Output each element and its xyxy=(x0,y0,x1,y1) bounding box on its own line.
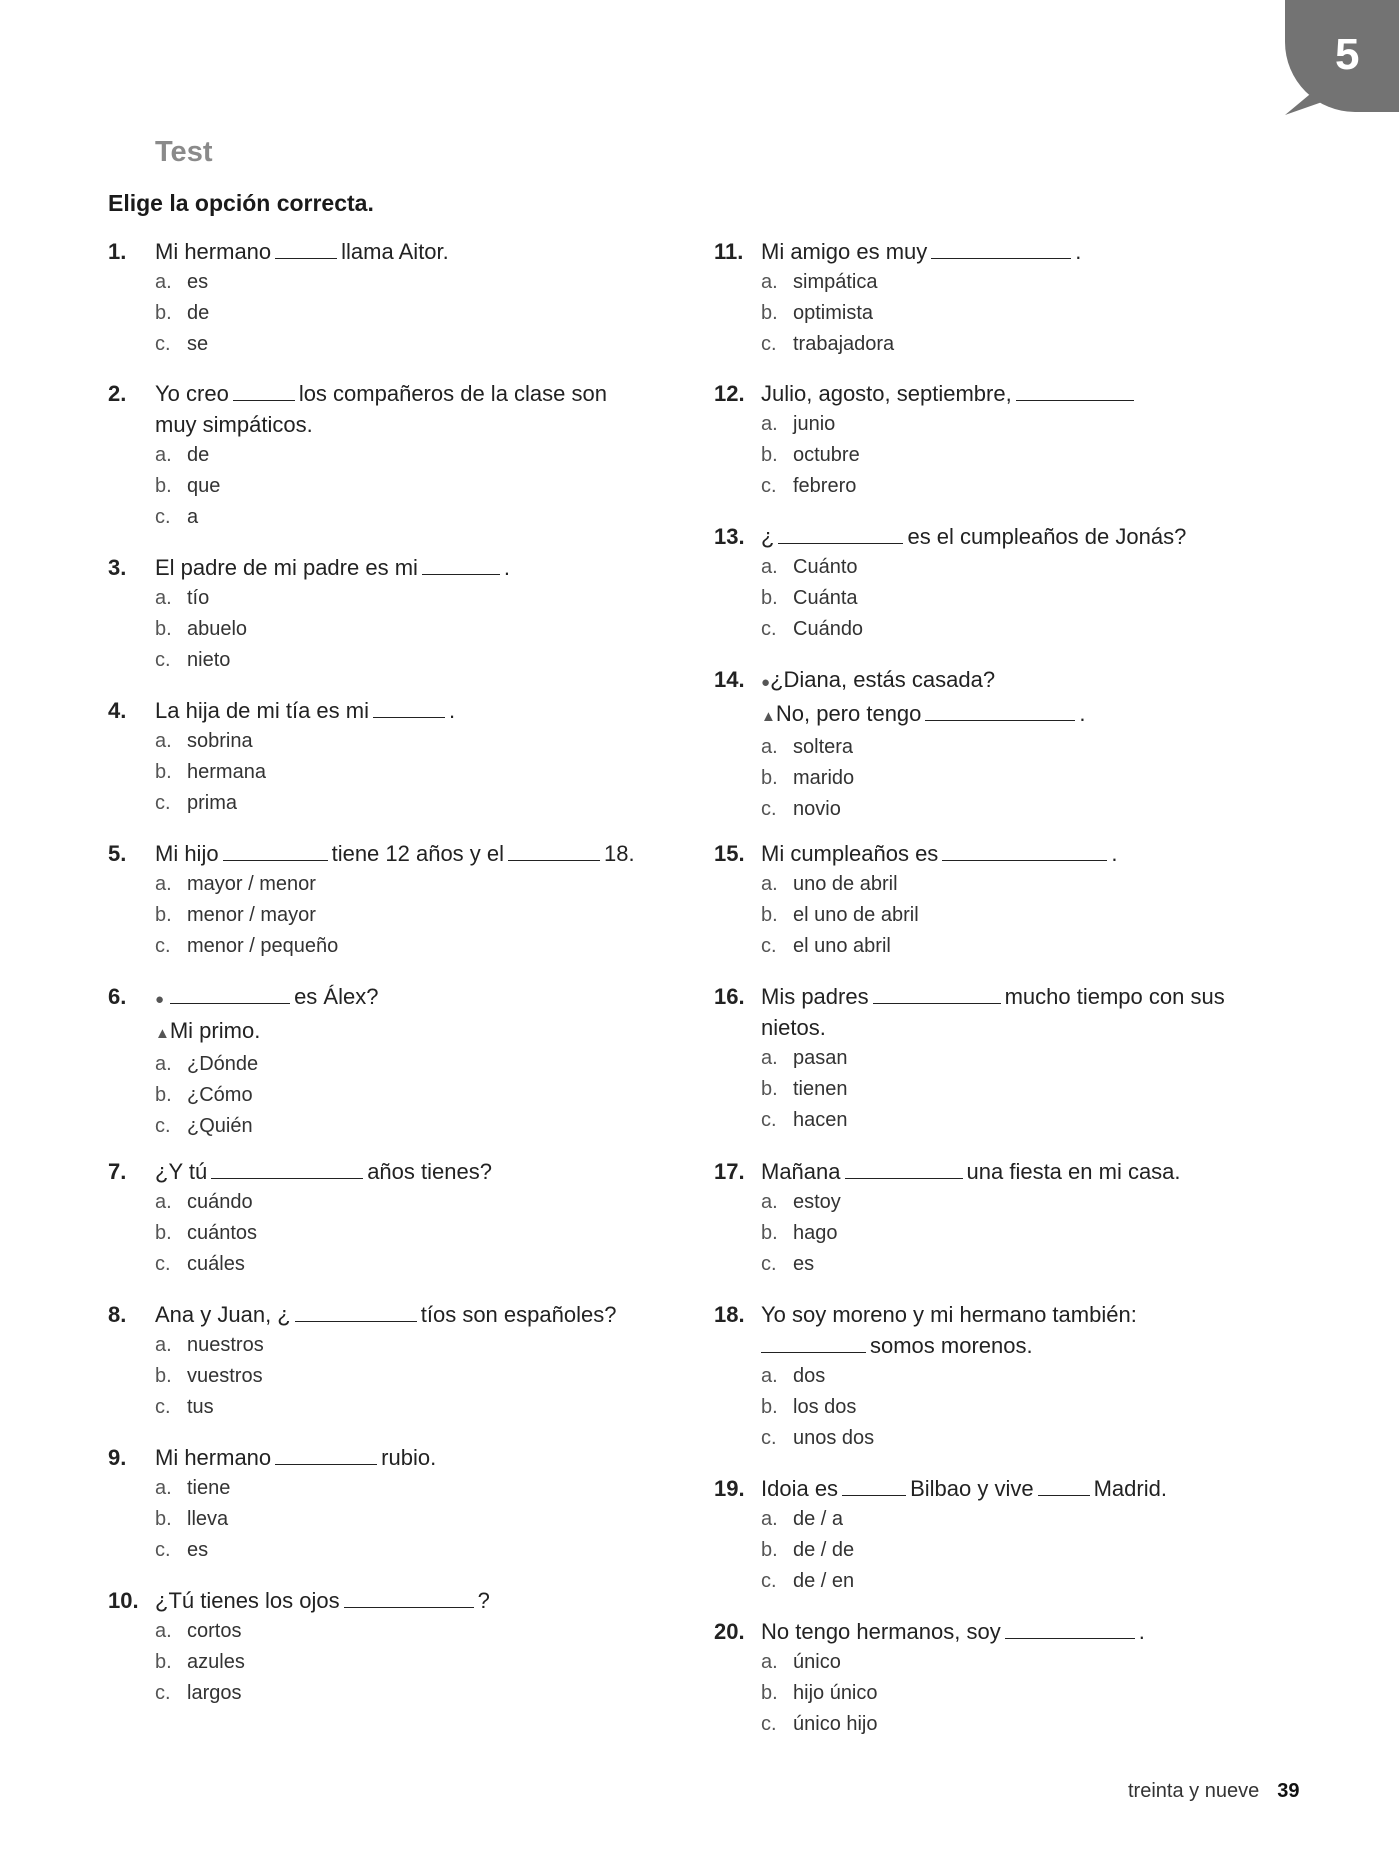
option-letter: a. xyxy=(155,1334,172,1356)
option-letter: b. xyxy=(761,1078,778,1100)
question-number: 10. xyxy=(108,1588,139,1613)
option-letter: c. xyxy=(155,649,171,671)
option[interactable] xyxy=(761,900,1234,931)
option-text: hijo único xyxy=(793,1682,878,1704)
option-letter: a. xyxy=(761,556,778,578)
question-4 xyxy=(108,695,628,819)
option[interactable] xyxy=(155,502,628,533)
page-number: 39 xyxy=(1277,1780,1300,1802)
question-text: rubio. xyxy=(381,1445,437,1470)
option-letter: c. xyxy=(761,1713,777,1735)
option[interactable] xyxy=(155,869,668,900)
question-14 xyxy=(714,664,1234,825)
question-text: . xyxy=(1138,1619,1145,1644)
unit-number: 5 xyxy=(1335,30,1360,79)
option[interactable] xyxy=(155,614,628,645)
question-number: 12. xyxy=(714,381,745,406)
question-text: es el cumpleaños de Jonás? xyxy=(907,524,1187,549)
answer-blank[interactable] xyxy=(508,840,600,861)
option-text: abuelo xyxy=(187,618,248,640)
option-text: octubre xyxy=(793,444,860,466)
question-19 xyxy=(714,1473,1274,1597)
option[interactable] xyxy=(155,298,628,329)
answer-blank[interactable] xyxy=(1005,1618,1135,1639)
question-text: Mi hermano xyxy=(155,1445,272,1470)
option[interactable] xyxy=(761,583,1234,614)
question-text: Mañana xyxy=(761,1159,841,1184)
option-letter: a. xyxy=(155,1191,172,1213)
option[interactable] xyxy=(761,552,1234,583)
dialog-reply: No, pero tengo xyxy=(775,701,922,726)
option-letter: a. xyxy=(761,873,778,895)
question-6 xyxy=(108,981,628,1142)
dialog-question: ¿Diana, estás casada? xyxy=(770,667,996,692)
circle-bullet-icon: ● xyxy=(761,674,771,691)
option-text: azules xyxy=(187,1651,245,1673)
option-text: que xyxy=(187,475,221,497)
option-text: nieto xyxy=(187,649,231,671)
question-13 xyxy=(714,521,1234,645)
option-text: largos xyxy=(187,1682,242,1704)
option-text: de xyxy=(187,444,210,466)
answer-blank[interactable] xyxy=(873,983,1001,1004)
unit-badge xyxy=(1285,0,1399,112)
option-text: ¿Cómo xyxy=(187,1084,253,1106)
option-text: el uno abril xyxy=(793,935,891,957)
question-text: llama Aitor. xyxy=(341,239,449,264)
option-letter: c. xyxy=(155,792,171,814)
option[interactable] xyxy=(155,1249,628,1280)
question-10 xyxy=(108,1585,628,1709)
question-text: Mi cumpleaños es xyxy=(761,841,939,866)
option-text: hermana xyxy=(187,761,266,783)
question-text: 18. xyxy=(604,841,635,866)
question-text: . xyxy=(1075,239,1082,264)
answer-blank[interactable] xyxy=(275,1444,377,1465)
option[interactable] xyxy=(155,1218,628,1249)
question-number: 16. xyxy=(714,984,745,1009)
question-text: . xyxy=(448,698,456,723)
option[interactable] xyxy=(761,1043,1234,1074)
option[interactable] xyxy=(761,1392,1234,1423)
question-number: 14. xyxy=(714,667,745,692)
option-text: cuándo xyxy=(187,1191,253,1213)
option[interactable] xyxy=(155,1504,628,1535)
option[interactable] xyxy=(761,1504,1274,1535)
question-text: los compañeros de la clase son muy simpáticos. xyxy=(155,381,607,437)
option-letter: a. xyxy=(155,1620,172,1642)
option[interactable] xyxy=(155,931,668,962)
option-letter: b. xyxy=(761,444,778,466)
option-letter: b. xyxy=(155,1084,172,1106)
option-text: menor / pequeño xyxy=(187,935,339,957)
question-number: 11. xyxy=(714,239,744,264)
question-16 xyxy=(714,981,1234,1136)
question-text: Mis padres xyxy=(761,984,869,1009)
option[interactable] xyxy=(761,1074,1234,1105)
question-text: Mi hermano xyxy=(155,239,272,264)
option-text: vuestros xyxy=(187,1365,263,1387)
question-number: 18. xyxy=(714,1302,745,1327)
question-text: ¿Tú tienes los ojos xyxy=(155,1588,340,1613)
option[interactable] xyxy=(761,1566,1274,1597)
option-text: cuántos xyxy=(187,1222,258,1244)
option-text: dos xyxy=(793,1365,826,1387)
option-text: cuáles xyxy=(187,1253,245,1275)
question-20 xyxy=(714,1616,1234,1740)
option-text: Cuándo xyxy=(793,618,864,640)
option-text: de / de xyxy=(793,1539,855,1561)
option-text: tiene xyxy=(187,1477,231,1499)
option[interactable] xyxy=(761,1647,1234,1678)
dialog-reply: Mi primo. xyxy=(169,1018,261,1043)
answer-blank[interactable] xyxy=(778,523,903,544)
option-letter: b. xyxy=(761,1682,778,1704)
option[interactable] xyxy=(761,440,1234,471)
option[interactable] xyxy=(761,471,1234,502)
option-text: estoy xyxy=(793,1191,841,1213)
option[interactable] xyxy=(761,1187,1234,1218)
answer-blank[interactable] xyxy=(761,1332,866,1353)
question-5 xyxy=(108,838,668,962)
question-number: 9. xyxy=(108,1445,127,1470)
option[interactable] xyxy=(155,726,628,757)
option[interactable] xyxy=(155,440,628,471)
option-letter: a. xyxy=(761,413,778,435)
question-text: La hija de mi tía es mi xyxy=(155,698,369,723)
option[interactable] xyxy=(155,645,628,676)
option[interactable] xyxy=(761,1423,1234,1454)
option-text: junio xyxy=(793,413,836,435)
option[interactable] xyxy=(155,1473,628,1504)
answer-blank[interactable] xyxy=(842,1475,906,1496)
option[interactable] xyxy=(761,614,1234,645)
question-3 xyxy=(108,552,628,676)
question-number: 15. xyxy=(714,841,745,866)
question-text: es Álex? xyxy=(294,984,379,1009)
option[interactable] xyxy=(761,931,1234,962)
option-text: febrero xyxy=(793,475,857,497)
option[interactable] xyxy=(761,794,1234,825)
option[interactable] xyxy=(155,1616,628,1647)
option[interactable] xyxy=(761,329,1234,360)
triangle-bullet-icon: ▲ xyxy=(155,1025,170,1042)
question-number: 2. xyxy=(108,381,127,406)
option-text: es xyxy=(187,271,209,293)
page-title: Test xyxy=(155,136,213,168)
option-letter: c. xyxy=(761,798,777,820)
option-text: tus xyxy=(187,1396,214,1418)
option-text: marido xyxy=(793,767,855,789)
option[interactable] xyxy=(155,757,628,788)
question-text: Mi hijo xyxy=(155,841,219,866)
question-text: Yo creo xyxy=(155,381,229,406)
option-letter: a. xyxy=(761,271,778,293)
option-text: lleva xyxy=(187,1508,229,1530)
option-text: de / en xyxy=(793,1570,855,1592)
option-text: nuestros xyxy=(187,1334,264,1356)
option-letter: a. xyxy=(761,1191,778,1213)
option-letter: b. xyxy=(761,1222,778,1244)
option[interactable] xyxy=(155,329,628,360)
question-11 xyxy=(714,236,1234,360)
option-letter: b. xyxy=(155,618,172,640)
question-text: Julio, agosto, septiembre, xyxy=(761,381,1012,406)
option-letter: b. xyxy=(155,761,172,783)
question-text: tiene 12 años y el xyxy=(331,841,505,866)
option-letter: b. xyxy=(155,1365,172,1387)
option[interactable] xyxy=(155,583,628,614)
option-text: los dos xyxy=(793,1396,857,1418)
option-text: el uno de abril xyxy=(793,904,919,926)
option[interactable] xyxy=(155,1392,628,1423)
question-text: El padre de mi padre es mi xyxy=(155,555,418,580)
option[interactable] xyxy=(155,1678,628,1709)
question-text: Mi amigo es muy xyxy=(761,239,928,264)
question-text: Bilbao y vive xyxy=(910,1476,1034,1501)
option[interactable] xyxy=(761,1249,1234,1280)
question-text: una fiesta en mi casa. xyxy=(966,1159,1181,1184)
question-2 xyxy=(108,378,628,533)
option-letter: b. xyxy=(761,904,778,926)
option-text: uno de abril xyxy=(793,873,898,895)
option[interactable] xyxy=(761,409,1234,440)
option[interactable] xyxy=(761,1709,1234,1740)
question-number: 8. xyxy=(108,1302,127,1327)
option-letter: c. xyxy=(761,618,777,640)
option[interactable] xyxy=(761,869,1234,900)
option-text: hago xyxy=(793,1222,838,1244)
option-text: prima xyxy=(187,792,238,814)
question-number: 1. xyxy=(108,239,127,264)
option-letter: c. xyxy=(155,1396,171,1418)
option-letter: a. xyxy=(155,1053,172,1075)
option-text: sobrina xyxy=(187,730,253,752)
question-text: Madrid. xyxy=(1093,1476,1167,1501)
question-text: ? xyxy=(477,1588,490,1613)
option-text: Cuánto xyxy=(793,556,858,578)
question-text: No tengo hermanos, soy xyxy=(761,1619,1001,1644)
option-text: Cuánta xyxy=(793,587,858,609)
option-letter: c. xyxy=(761,935,777,957)
option-letter: a. xyxy=(761,1651,778,1673)
question-text: ¿ xyxy=(761,524,775,549)
option-letter: c. xyxy=(155,506,171,528)
option[interactable] xyxy=(155,1049,628,1080)
option-text: menor / mayor xyxy=(187,904,316,926)
option-text: optimista xyxy=(793,302,874,324)
question-number: 4. xyxy=(108,698,127,723)
option[interactable] xyxy=(761,267,1234,298)
question-text: tíos son españoles? xyxy=(420,1302,617,1327)
option-letter: b. xyxy=(155,475,172,497)
question-text: . xyxy=(503,555,511,580)
option-letter: c. xyxy=(155,1682,171,1704)
option-text: pasan xyxy=(793,1047,848,1069)
answer-blank[interactable] xyxy=(942,840,1107,861)
option-letter: b. xyxy=(155,1651,172,1673)
option-text: tienen xyxy=(793,1078,848,1100)
question-17 xyxy=(714,1156,1234,1280)
option-text: ¿Dónde xyxy=(187,1053,259,1075)
circle-bullet-icon: ● xyxy=(155,991,165,1008)
answer-blank[interactable] xyxy=(931,238,1071,259)
option[interactable] xyxy=(155,788,628,819)
option-letter: c. xyxy=(761,333,777,355)
answer-blank[interactable] xyxy=(1038,1475,1090,1496)
option-letter: b. xyxy=(761,1396,778,1418)
answer-blank[interactable] xyxy=(295,1301,417,1322)
option-text: de / a xyxy=(793,1508,844,1530)
answer-blank[interactable] xyxy=(845,1158,963,1179)
option[interactable] xyxy=(761,1678,1234,1709)
option[interactable] xyxy=(155,1361,628,1392)
option-letter: a. xyxy=(761,1047,778,1069)
option-letter: b. xyxy=(155,1222,172,1244)
question-number: 17. xyxy=(714,1159,745,1184)
option-text: único xyxy=(793,1651,841,1673)
option-letter: a. xyxy=(155,587,172,609)
option[interactable] xyxy=(761,1105,1234,1136)
question-text: mucho tiempo con sus nietos. xyxy=(761,984,1225,1040)
option[interactable] xyxy=(155,1187,628,1218)
option-letter: b. xyxy=(761,1539,778,1561)
option[interactable] xyxy=(155,471,628,502)
option-text: tío xyxy=(187,587,210,609)
answer-blank[interactable] xyxy=(422,554,500,575)
option-letter: a. xyxy=(155,444,172,466)
answer-blank[interactable] xyxy=(211,1158,363,1179)
answer-blank[interactable] xyxy=(344,1587,474,1608)
option-letter: c. xyxy=(155,333,171,355)
option-letter: c. xyxy=(155,1253,171,1275)
option[interactable] xyxy=(761,298,1234,329)
option-letter: c. xyxy=(761,1253,777,1275)
option-text: cortos xyxy=(187,1620,242,1642)
question-number: 7. xyxy=(108,1159,127,1184)
question-number: 13. xyxy=(714,524,745,549)
option-letter: a. xyxy=(761,736,778,758)
option-text: simpática xyxy=(793,271,878,293)
question-number: 5. xyxy=(108,841,127,866)
option[interactable] xyxy=(155,1080,628,1111)
answer-blank[interactable] xyxy=(223,840,328,861)
question-text: Yo soy moreno y mi hermano también: xyxy=(761,1302,1137,1327)
question-text: Ana y Juan, ¿ xyxy=(155,1302,291,1327)
answer-blank[interactable] xyxy=(233,380,295,401)
question-number: 19. xyxy=(714,1476,745,1501)
option-text: hacen xyxy=(793,1109,848,1131)
option-text: soltera xyxy=(793,736,854,758)
option-text: unos dos xyxy=(793,1427,875,1449)
option-letter: c. xyxy=(761,1427,777,1449)
option-letter: a. xyxy=(155,1477,172,1499)
page-number-words: treinta y nueve xyxy=(1128,1780,1260,1802)
question-15 xyxy=(714,838,1234,962)
option[interactable] xyxy=(155,1647,628,1678)
answer-blank[interactable] xyxy=(1016,380,1134,401)
option-letter: c. xyxy=(761,1570,777,1592)
option-letter: c. xyxy=(155,1115,171,1137)
option-text: es xyxy=(793,1253,815,1275)
question-number: 3. xyxy=(108,555,127,580)
option[interactable] xyxy=(155,267,628,298)
option-letter: a. xyxy=(155,271,172,293)
question-12 xyxy=(714,378,1234,502)
option[interactable] xyxy=(761,763,1234,794)
option-text: ¿Quién xyxy=(187,1115,253,1137)
option-letter: c. xyxy=(155,935,171,957)
question-text: años tienes? xyxy=(367,1159,492,1184)
option-letter: c. xyxy=(761,1109,777,1131)
option[interactable] xyxy=(761,1361,1234,1392)
option-letter: a. xyxy=(761,1508,778,1530)
answer-blank[interactable] xyxy=(925,700,1075,721)
dialog-reply: . xyxy=(1079,701,1086,726)
option[interactable] xyxy=(155,1535,628,1566)
option[interactable] xyxy=(761,732,1234,763)
option-letter: b. xyxy=(761,587,778,609)
answer-blank[interactable] xyxy=(275,238,337,259)
option-letter: c. xyxy=(761,475,777,497)
question-8 xyxy=(108,1299,628,1423)
option[interactable] xyxy=(155,1111,628,1142)
option-text: a xyxy=(187,506,199,528)
option-letter: b. xyxy=(761,767,778,789)
option-text: mayor / menor xyxy=(187,873,316,895)
option-text: es xyxy=(187,1539,209,1561)
page-footer xyxy=(1128,1780,1299,1803)
option-letter: a. xyxy=(761,1365,778,1387)
option-text: trabajadora xyxy=(793,333,895,355)
option-letter: b. xyxy=(155,904,172,926)
option-letter: b. xyxy=(155,302,172,324)
option-letter: b. xyxy=(761,302,778,324)
question-1 xyxy=(108,236,628,360)
option-text: único hijo xyxy=(793,1713,878,1735)
option[interactable] xyxy=(761,1218,1234,1249)
answer-blank[interactable] xyxy=(170,983,290,1004)
triangle-bullet-icon: ▲ xyxy=(761,708,776,725)
option-letter: b. xyxy=(155,1508,172,1530)
question-18 xyxy=(714,1299,1234,1454)
instruction: Elige la opción correcta. xyxy=(108,190,374,216)
question-text: ¿Y tú xyxy=(155,1159,208,1184)
option-letter: c. xyxy=(155,1539,171,1561)
option-letter: a. xyxy=(155,873,172,895)
question-number: 6. xyxy=(108,984,127,1009)
option[interactable] xyxy=(155,1330,628,1361)
option-letter: a. xyxy=(155,730,172,752)
question-7 xyxy=(108,1156,628,1280)
option[interactable] xyxy=(155,900,668,931)
option-text: novio xyxy=(793,798,841,820)
option[interactable] xyxy=(761,1535,1274,1566)
option-text: de xyxy=(187,302,210,324)
question-text: Idoia es xyxy=(761,1476,839,1501)
question-9 xyxy=(108,1442,628,1566)
option-text: se xyxy=(187,333,209,355)
answer-blank[interactable] xyxy=(373,697,445,718)
question-text: somos morenos. xyxy=(870,1333,1033,1358)
question-text: . xyxy=(1111,841,1118,866)
question-number: 20. xyxy=(714,1619,745,1644)
